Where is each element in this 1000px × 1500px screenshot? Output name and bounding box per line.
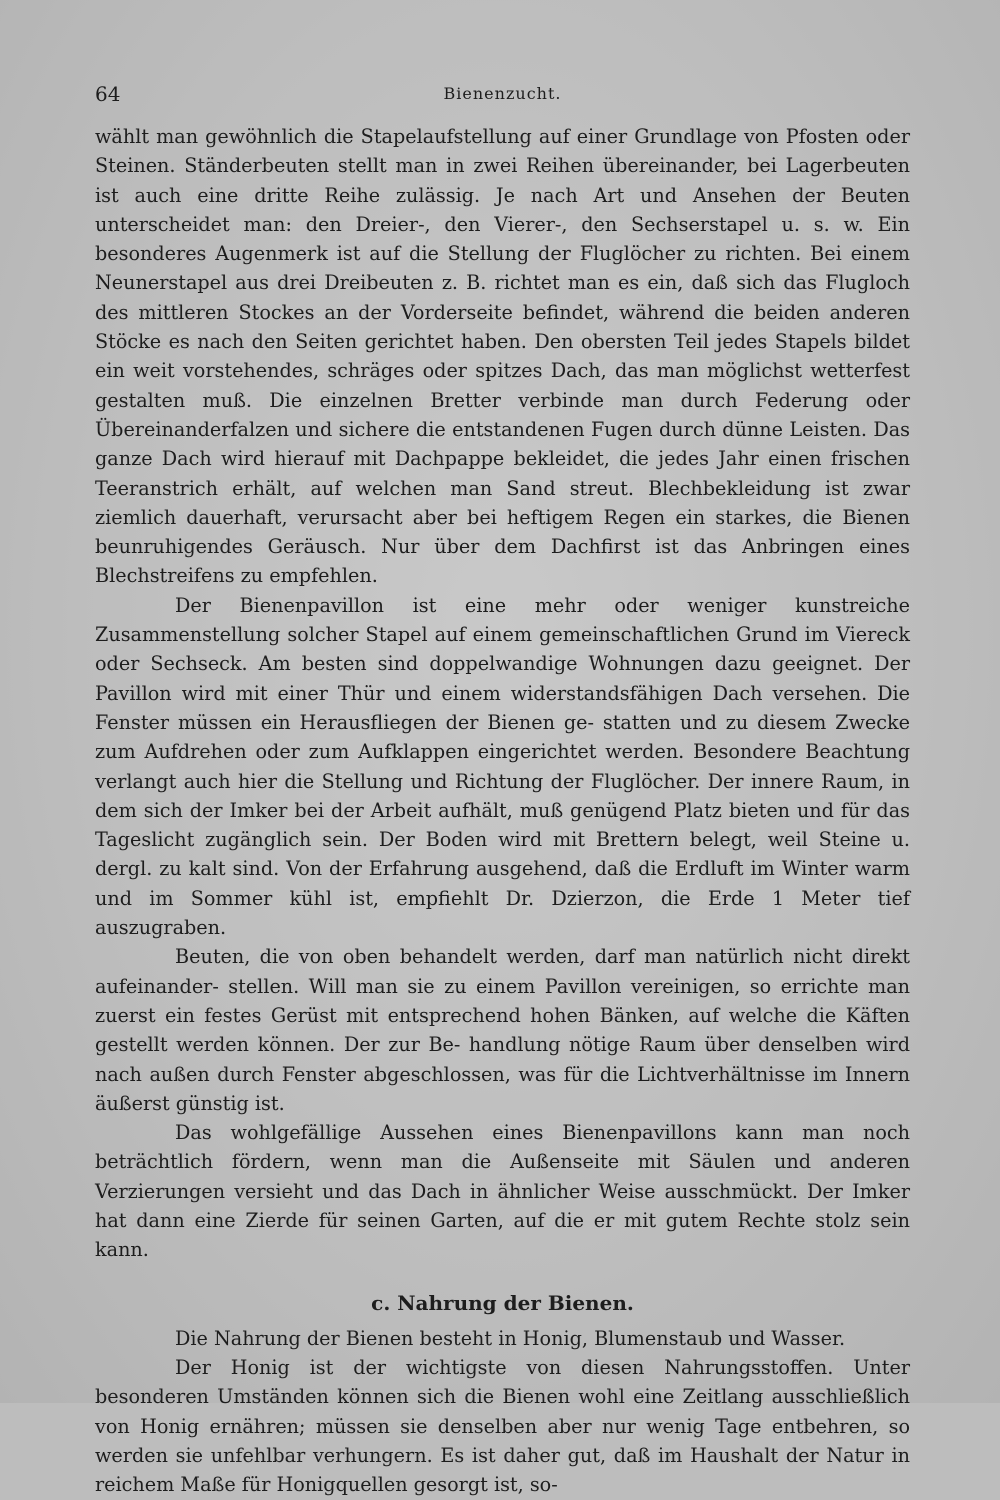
page-number: 64	[95, 82, 121, 106]
section-heading: c. Nahrung der Bienen.	[371, 1290, 634, 1315]
paragraph: Das wohlgefällige Aussehen eines Bienenpavillons kann man noch beträchtlich fördern, wenn man die Außenseite mit Säulen und anderen Verzierungen versieht und das Dach in ähnlicher Weise ausschmückt. Der Imker hat dann eine Zierde für seinen Garten, auf die er mit gutem Rechte stolz sein kann.	[95, 1121, 910, 1262]
paragraph: Die Nahrung der Bienen besteht in Honig, Blumenstaub und Wasser.	[175, 1326, 846, 1350]
paragraph: Der Bienenpavillon ist eine mehr oder weniger kunstreiche Zusammenstellung solcher Stapel auf einem gemeinschaftlichen Grund im Viereck oder Sechseck. Am besten sind doppelwandige Wohnungen dazu geeignet. Der Pavillon wird mit einer Thür und einem widerstandsfähigen Dach versehen. Die Fenster müssen ein Herausfliegen der Bienen ge- statten und zu diesem Zwecke zum Aufdrehen oder zum Aufklappen eingerichtet werden. Besondere Beachtung verlangt auch hier die Stellung und Richtung der Fluglöcher. Der innere Raum, in dem sich der Imker bei der Arbeit aufhält, muß genügend Platz bieten und für das Tageslicht zugänglich sein. Der Boden wird mit Brettern belegt, weil Steine u. dergl. zu kalt sind. Von der Erfahrung ausgehend, daß die Erdluft im Winter warm und im Sommer kühl ist, empfiehlt Dr. Dzierzon, die Erde 1 Meter tief auszugraben.	[95, 593, 910, 940]
paragraph: Beuten, die von oben behandelt werden, darf man natürlich nicht direkt aufeinander- stellen. Will man sie zu einem Pavillon vereinigen, so errichte man zuerst ein festes Gerüst mit entsprechend hohen Bänken, auf welche die Käften gestellt werden können. Der zur Be- handlung nötige Raum über denselben wird nach außen durch Fenster abgeschlossen, was für die Lichtverhältnisse im Innern äußerst günstig ist.	[95, 945, 910, 1115]
paragraph: wählt man gewöhnlich die Stapelaufstellung auf einer Grundlage von Pfosten oder Steinen. Ständerbeuten stellt man in zwei Reihen übereinander, bei Lagerbeuten ist auch eine dritte Reihe zulässig. Je nach Art und Ansehen der Beuten unterscheidet man: den Dreier-, den Vierer-, den Sechserstapel u. s. w. Ein besonderes Augenmerk ist auf die Stellung der Fluglöcher zu richten. Bei einem Neunerstapel aus drei Dreibeuten z. B. richtet man es ein, daß sich das Flugloch des mittleren Stockes an der Vorderseite befindet, während die beiden anderen Stöcke es nach den Seiten gerichtet haben. Den obersten Teil jedes Stapels bildet ein weit vorstehendes, schräges oder spitzes Dach, das man möglichst wetterfest gestalten muß. Die einzelnen Bretter verbinde man durch Federung oder Übereinanderfalzen und sichere die entstandenen Fugen durch dünne Leisten. Das ganze Dach wird hierauf mit Dachpappe bekleidet, die jedes Jahr einen frischen Teeranstrich erhält, auf welchen man Sand streut. Blechbekleidung ist zwar ziemlich dauerhaft, verursacht aber bei heftigem Regen ein starkes, die Bienen beunruhigendes Geräusch. Nur über dem Dachfirst ist das Anbringen eines Blechstreifens zu empfehlen.	[95, 125, 910, 588]
running-head	[95, 82, 910, 110]
paragraph: Der Honig ist der wichtigste von diesen Nahrungsstoffen. Unter besonderen Umständen können sich die Bienen wohl eine Zeitlang ausschließlich von Honig ernähren; müssen sie denselben aber nur wenig Tage entbehren, so werden sie unfehlbar verhungern. Es ist daher gut, daß im Haushalt der Natur in reichem Maße für Honigquellen gesorgt ist, so-	[95, 1356, 910, 1497]
page-body	[95, 122, 910, 1500]
running-title: Bienenzucht.	[443, 84, 562, 103]
